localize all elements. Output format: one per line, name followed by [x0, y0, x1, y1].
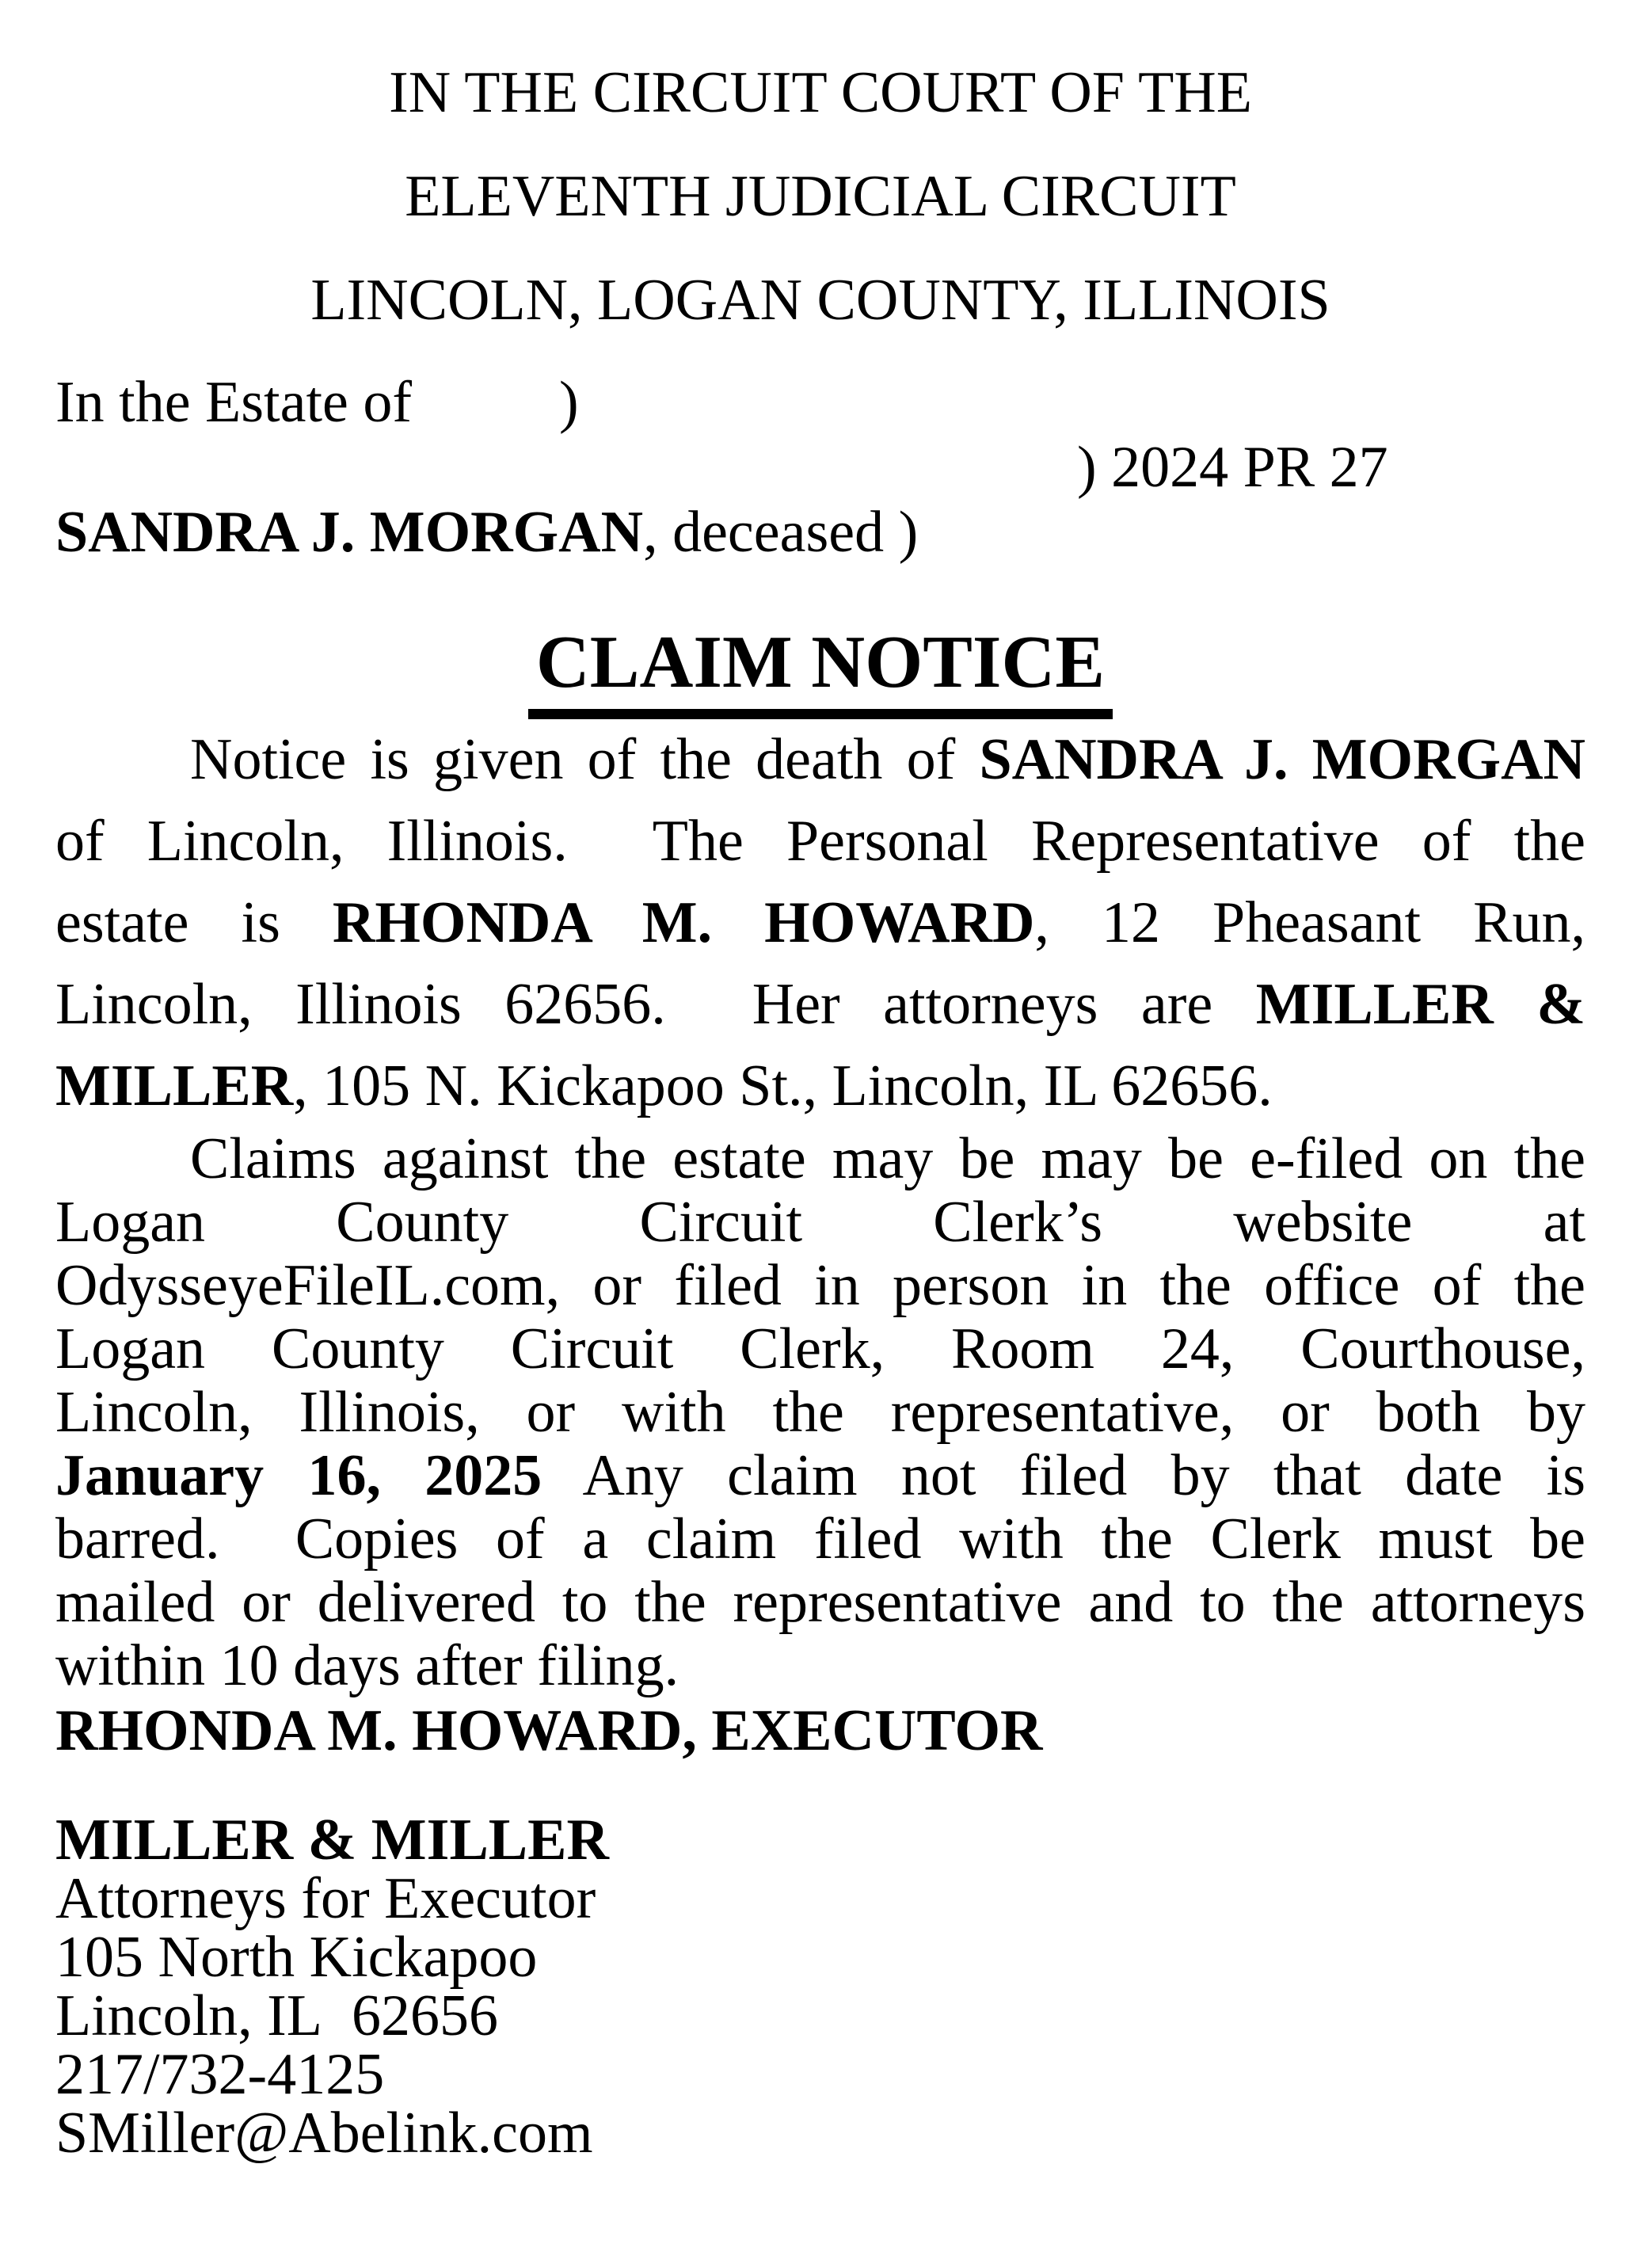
- estate-of-label: In the Estate of: [55, 370, 412, 435]
- firm-street: 105 North Kickapoo: [55, 1925, 538, 1990]
- p1-l3-name-bold: RHONDA M. HOWARD: [332, 890, 1035, 955]
- court-header: [55, 41, 1585, 352]
- decedent-suffix: , deceased ): [643, 500, 919, 565]
- p2-line-1: Claims against the estate may be may be e-filed on the: [190, 1126, 1585, 1191]
- attorney-firm-block: [55, 1808, 1585, 2166]
- p2-line-9: within 10 days after filing.: [55, 1633, 679, 1698]
- notice-title: CLAIM NOTICE: [528, 620, 1113, 719]
- p2-line-3: OdysseyeFileIL.com, or filed in person in the office of the: [55, 1253, 1585, 1318]
- firm-role: Attorneys for Executor: [55, 1866, 596, 1931]
- p1-l1-name-bold: SANDRA J. MORGAN: [979, 727, 1586, 792]
- p1-l4-firm-bold: MILLER &: [1255, 972, 1585, 1037]
- executor-signature-line: RHONDA M. HOWARD, EXECUTOR: [55, 1698, 1043, 1763]
- p1-l5-rest: , 105 N. Kickapoo St., Lincoln, IL 62656.: [293, 1053, 1273, 1118]
- paragraph-claims-instructions: [55, 1127, 1585, 1697]
- case-number-line: ) 2024 PR 27: [1077, 435, 1388, 500]
- court-header-line-2: ELEVENTH JUDICIAL CIRCUIT: [405, 164, 1236, 229]
- p1-line-3: [55, 882, 1585, 964]
- p2-line-7: barred. Copies of a claim filed with the Clerk must be: [55, 1507, 1585, 1572]
- p2-line-4: Logan County Circuit Clerk, Room 24, Courthouse,: [55, 1316, 1585, 1381]
- firm-city: Lincoln, IL 62656: [55, 1983, 499, 2048]
- firm-email: SMiller@Abelink.com: [55, 2101, 593, 2166]
- p1-line-2: of Lincoln, Illinois. The Personal Representative of the: [55, 809, 1585, 874]
- firm-name: MILLER & MILLER: [55, 1808, 609, 1873]
- p1-l4-text: Lincoln, Illinois 62656. Her attorneys are: [55, 972, 1256, 1037]
- p2-line-6: [55, 1444, 1585, 1507]
- p1-line-5: [55, 1046, 1585, 1127]
- court-header-line-3: LINCOLN, LOGAN COUNTY, ILLINOIS: [310, 268, 1330, 333]
- p2-l6-date-bold: January 16, 2025: [55, 1443, 542, 1508]
- p1-l1-text: Notice is given of the death of: [190, 727, 980, 792]
- p2-line-8: mailed or delivered to the representative and to the attorneys: [55, 1570, 1585, 1635]
- decedent-name: SANDRA J. MORGAN: [55, 500, 644, 565]
- decedent-line: [55, 500, 1585, 565]
- p1-line-1: [55, 719, 1585, 801]
- paragraph-death-notice: [55, 719, 1585, 1127]
- p2-line-5: Lincoln, Illinois, or with the representative, or both by: [55, 1380, 1585, 1445]
- p2-line-2: Logan County Circuit Clerk’s website at: [55, 1190, 1585, 1255]
- caption-paren: ): [559, 370, 579, 435]
- case-caption: [55, 370, 1585, 565]
- p1-l3-text: estate is: [55, 890, 333, 955]
- court-header-line-1: IN THE CIRCUIT COURT OF THE: [389, 60, 1252, 125]
- notice-title-row: [55, 620, 1585, 719]
- firm-phone: 217/732-4125: [55, 2042, 385, 2107]
- p1-l5-firm-bold: MILLER: [55, 1053, 294, 1118]
- caption-estate-line: [55, 370, 1585, 435]
- p1-l3-rest: , 12 Pheasant Run,: [1034, 890, 1585, 955]
- p1-line-4: [55, 964, 1585, 1046]
- p2-l6-rest: Any claim not filed by that date is: [542, 1443, 1585, 1508]
